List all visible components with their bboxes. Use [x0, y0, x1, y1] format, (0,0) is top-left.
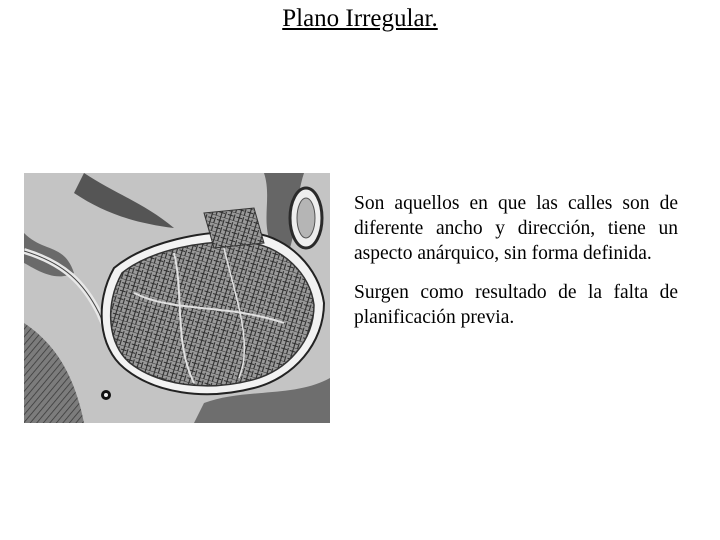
definition-paragraph: Son aquellos en que las calles son de diferente ancho y dirección, tiene un aspecto anárquico, sin forma definida.: [354, 193, 678, 264]
slide-body-text: [354, 191, 678, 344]
slide-title: Plano Irregular.: [282, 5, 438, 32]
origin-paragraph: Surgen como resultado de la falta de planificación previa.: [354, 282, 678, 328]
city-map-drawing: [24, 173, 330, 423]
irregular-city-plan-image: [24, 173, 330, 423]
